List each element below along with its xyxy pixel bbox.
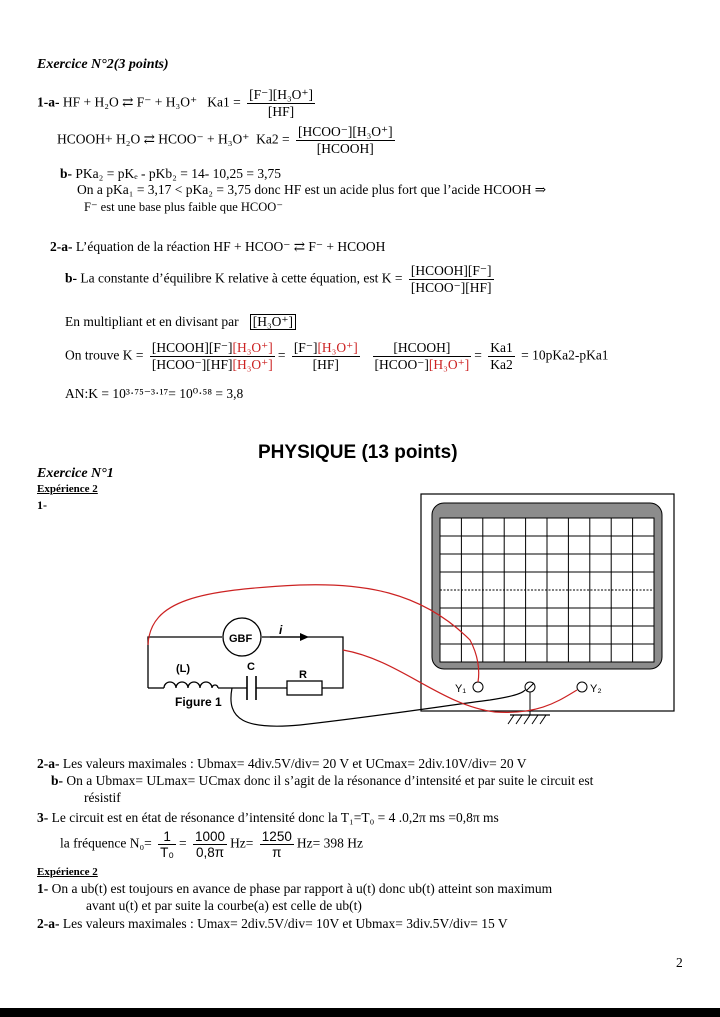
y1-wire [148,585,479,682]
q2a-label: 2-a- [50,239,73,254]
freq-frac3-den: π [272,845,282,860]
gbf-label: GBF [229,633,253,645]
q2b-label: b- [65,270,78,286]
k-fraction [409,263,494,296]
freq-frac2-num: 1000 [195,829,226,844]
current-arrow-head [300,633,309,641]
y2-connector [577,682,587,692]
k-denominator: [HCOO⁻][HF] [410,280,492,295]
experience-heading: Expérience 2 [37,483,98,495]
freq-frac3 [260,829,294,860]
phys-q2a-line [37,756,527,772]
y2-label: Y₂ [590,683,602,695]
q1b-line3: F⁻ est une base plus faible que HCOO⁻ [84,200,283,214]
phys-q2b-label: b- [51,773,64,788]
freq-frac1-den: T₀ [160,845,175,860]
phys-q2a-text: Les valeurs maximales : Ubmax= 4div.5V/div= 20 V et UCmax= 2div.10V/div= 20 V [62,756,527,771]
q2b-text: La constante d’équilibre K relative à cette équation, est K = [80,270,403,286]
q1a-label: 1-a- [37,94,60,110]
inductor-label: (L) [176,663,191,675]
q1b-line2: On a pKa₁ = 3,17 < pKa₂ = 3,75 donc HF est un acide plus fort que l’acide HCOOH ⇒ [77,182,547,197]
freq-frac1-num: 1 [158,829,176,845]
ka1-numerator: [F⁻][H₃O⁺] [249,87,314,102]
q2a-text: L’équation de la réaction HF + HCOO⁻ ⇄ F⁻ + HCOOH [75,239,386,254]
ka1-fraction [247,87,315,120]
ka2-denominator: [HCOOH] [316,141,374,156]
experience2-heading: Expérience 2 [37,866,98,878]
freq-frac3-num: 1250 [261,829,292,844]
frac2-numerator: [F⁻][H₃O⁺] [293,340,358,355]
hz-label: Hz= [230,835,254,851]
eq2-equation: HCOOH+ H₂O ⇄ HCOO⁻ + H₃O⁺ [57,131,250,147]
freq-frac2-den: 0,8π [195,845,225,860]
q1a-line [37,87,318,120]
q1a-equation: HF + H₂O ⇄ F⁻ + H₃O⁺ [62,94,198,110]
frac2-denominator: [HF] [312,357,339,372]
frac4-denominator: Ka2 [490,357,513,372]
frac3 [373,340,472,373]
phys-q3-text: Le circuit est en état de résonance d’intensité donc la T₁=T₀ = 4 .0,2π ms =0,8π ms [51,810,499,825]
e1-line [37,881,552,897]
phys-q3-line [37,810,499,826]
e1-label: 1- [37,881,49,896]
phys-q2b-line [51,773,593,789]
e2a-label: 2-a- [37,916,60,931]
exercise-heading: Exercice N°2(3 points) [37,57,169,72]
freq-frac1 [158,829,176,860]
frac4 [488,340,515,373]
frac4-numerator: Ka1 [490,340,513,355]
y1-label: Y₁ [455,683,467,695]
ka1-label: Ka1 = [207,94,241,110]
phys-q2b-text: On a Ubmax= ULmax= UCmax donc il s’agit de la résonance d’intensité et par suite le circuit est [66,773,594,788]
k-result: = 10pKa2-pKa1 [521,347,609,363]
e1-text: On a ub(t) est toujours en avance de phase par rapport à u(t) donc ub(t) atteint son maximum [51,881,553,896]
phys-q2b-text2: résistif [84,790,121,805]
circuit-figure [0,480,720,740]
q1b-text1: PKa₂ = pKₑ - pKb₂ = 14- 10,25 = 3,75 [75,166,281,181]
frequency-text: la fréquence N₀= [60,835,152,851]
frac3-numerator: [HCOOH] [373,340,472,357]
freq-frac2 [193,829,227,860]
frac3-denominator: [HCOO⁻][H₃O⁺] [374,357,470,372]
frequency-result: Hz= 398 Hz [296,835,363,851]
ka2-label: Ka2 = [256,131,290,147]
mult-line [65,314,297,330]
ka2-fraction [296,124,395,157]
frac1-denominator: [HCOO⁻][HF][H₃O⁺] [151,357,273,372]
exercise1-heading: Exercice N°1 [37,466,114,481]
an-line: AN:K = 10³·⁷⁵⁻³·¹⁷= 10⁰·⁵⁸ = 3,8 [65,386,244,401]
inductor-coil [164,682,218,688]
figure-caption: Figure 1 [175,695,222,709]
phys-q2a-label: 2-a- [37,756,60,771]
mult-text: En multipliant et en divisant par [65,314,239,329]
q2a-line [50,239,385,255]
q1b-label: b- [60,166,73,181]
capacitor-label: C [247,661,255,673]
trouve-text: On trouve K = [65,347,144,363]
ground-wire-circuit [231,688,525,726]
q2b-line [65,263,497,296]
phys-q3-label: 3- [37,810,49,825]
q1-label: 1- [37,498,47,512]
e1-text2: avant u(t) et par suite la courbe(a) est celle de ub(t) [86,898,362,913]
physique-title: PHYSIQUE (13 points) [258,442,458,463]
trouve-line: On trouve K = $\frac{\text{[HCOOH][F⁻][H₃O⁺]}}{\text{[HCOO⁻][HF][H₃O⁺]}}$ = $\frac{\text{[F⁻][H₃O⁺]}}{[HF]}$ $\frac{\text{[HCOOH]}}{\text{[HCOO⁻][H₃O⁺]}}$ = $\frac{Ka1}{Ka2}$ = 10pKa2-pKa1 [65,340,609,372]
page-bottom-bar [0,1008,720,1017]
eq2-line [57,124,398,157]
frac1-numerator: [HCOOH][F⁻][H₃O⁺] [151,340,273,355]
ka1-denominator: [HF] [267,104,295,119]
frac1 [150,340,275,373]
page-number: 2 [676,955,683,970]
frequency-line: la fréquence N₀= $\frac{1}{\text{T₀}}$ = $\frac{1000}{0,8\pi}$ Hz= $\frac{1250}{\pi}$ Hz= 398 Hz [60,829,363,860]
ka2-numerator: [HCOO⁻][H₃O⁺] [297,124,393,139]
q1b-line1 [60,166,281,182]
k-numerator: [HCOOH][F⁻] [410,263,492,278]
e2a-line [37,916,508,932]
frac2 [292,340,360,373]
mult-term: [H₃O⁺] [250,314,296,330]
ground-hatch [508,715,546,724]
e2a-text: Les valeurs maximales : Umax= 2div.5V/div= 10V et Ubmax= 3div.5V/div= 15 V [62,916,508,931]
resistor [287,681,322,695]
resistor-label: R [299,669,307,681]
current-label: i [279,623,283,637]
y1-connector [473,682,483,692]
